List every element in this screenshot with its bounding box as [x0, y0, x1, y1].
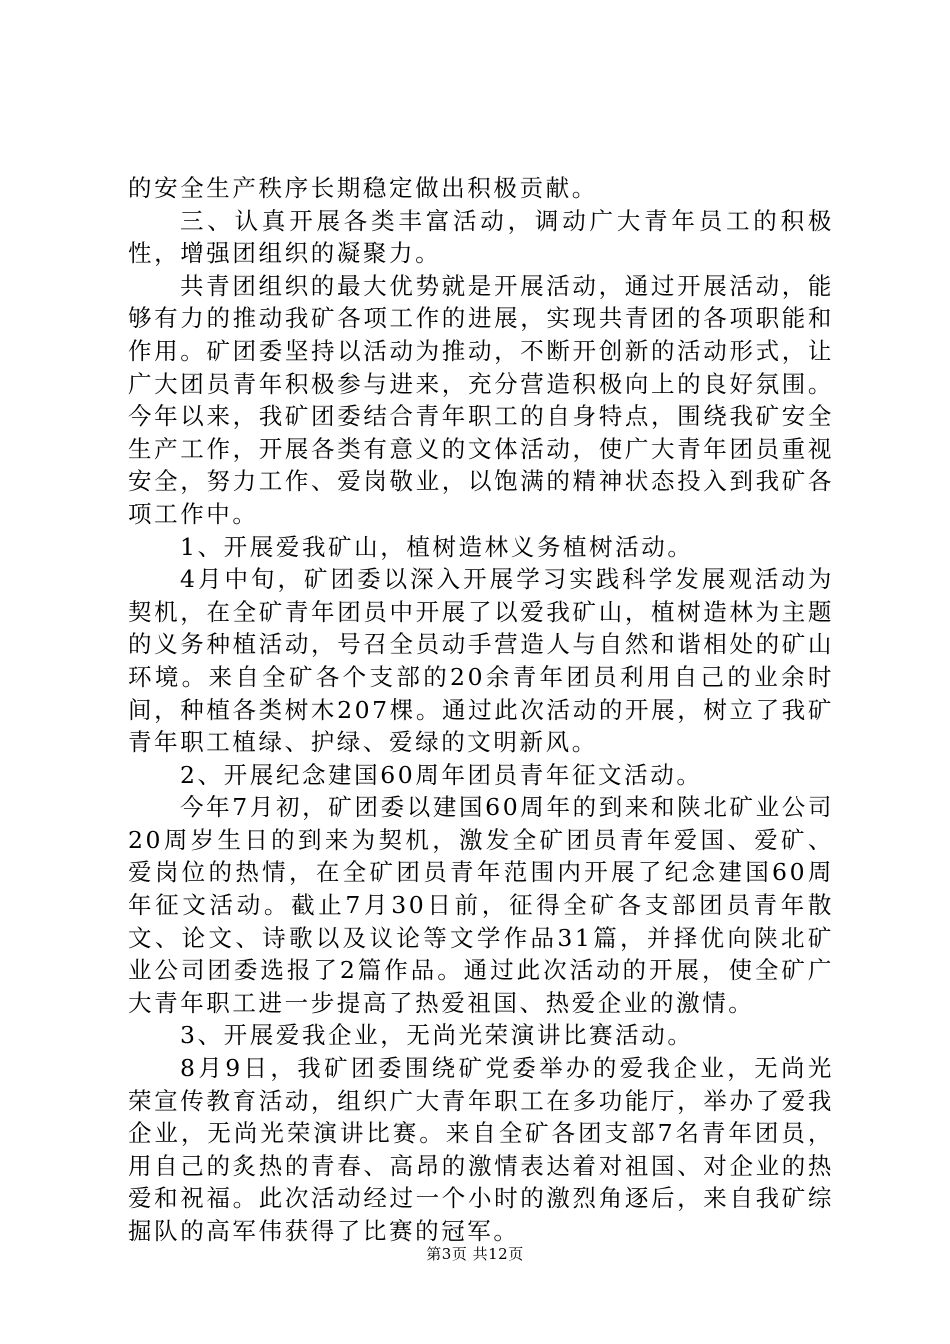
body-text	[128, 172, 834, 1248]
paragraph-1: 的安全生产秩序长期稳定做出积极贡献。	[128, 174, 598, 202]
subheading-1: 1、开展爱我矿山，植树造林义务植树活动。	[180, 532, 694, 561]
paragraph-tree-planting: 4月中旬，矿团委以深入开展学习实践科学发展观活动为契机，在全矿青年团员中开展了以爱我矿山，植树造林为主题的义务种植活动，号召全员动手营造人与自然和谐相处的矿山环境。来自全矿各个支部的20余青年团员利用自己的业余时间，种植各类树木207棵。通过此次活动的开展，树立了我矿青年职工植绿、护绿、爱绿的文明新风。	[128, 565, 834, 757]
paragraph-intro: 共青团组织的最大优势就是开展活动，通过开展活动，能够有力的推动我矿各项工作的进展，实现共青团的各项职能和作用。矿团委坚持以活动为推动，不断开创新的活动形式，让广大团员青年积极参与进来，充分营造积极向上的良好氛围。今年以来，我矿团委结合青年职工的自身特点，围绕我矿安全生产工作，开展各类有意义的文体活动，使广大青年团员重视安全，努力工作、爱岗敬业，以饱满的精神状态投入到我矿各项工作中。	[128, 271, 834, 528]
section-heading-3: 三、认真开展各类丰富活动，调动广大青年员工的积极性，增强团组织的凝聚力。	[128, 206, 834, 268]
paragraph-essay-contest: 今年7月初，矿团委以建国60周年的到来和陕北矿业公司20周岁生日的到来为契机，激发全矿团员青年爱国、爱矿、爱岗位的热情，在全矿团员青年范围内开展了纪念建国60周年征文活动。截止7月30日前，征得全矿各支部团员青年散文、论文、诗歌以及议论等文学作品31篇，并择优向陕北矿业公司团委选报了2篇作品。通过此次活动的开展，使全矿广大青年职工进一步提高了热爱祖国、热爱企业的激情。	[128, 793, 834, 1017]
subheading-2: 2、开展纪念建国60周年团员青年征文活动。	[180, 760, 703, 789]
page-number: 第3页 共12页	[426, 1245, 524, 1263]
paragraph-speech-contest: 8月9日，我矿团委围绕矿党委举办的爱我企业，无尚光荣宣传教育活动，组织广大青年职工在多功能厅，举办了爱我企业，无尚光荣演讲比赛。来自全矿各团支部7名青年团员，用自己的炙热的青春、高昂的激情表达着对祖国、对企业的热爱和祝福。此次活动经过一个小时的激烈角逐后，来自我矿综掘队的高军伟获得了比赛的冠军。	[128, 1054, 834, 1245]
subheading-3: 3、开展爱我企业，无尚光荣演讲比赛活动。	[180, 1021, 694, 1050]
